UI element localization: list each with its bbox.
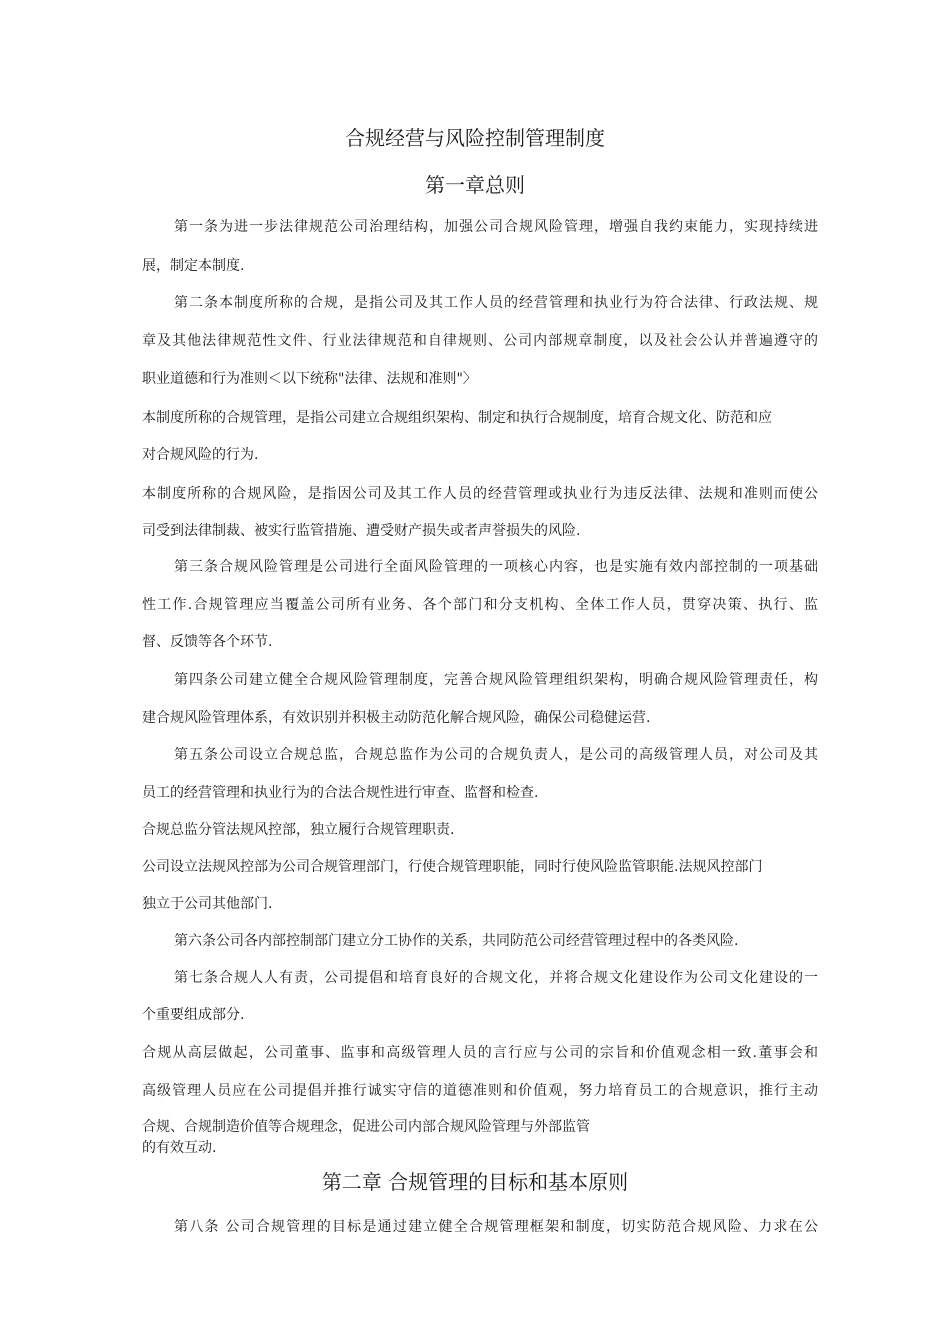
paragraph-line: 高级管理人员应在公司提倡并推行诚实守信的道德准则和价值观，努力培育员工的合规意识，推行主动 — [142, 1083, 818, 1099]
paragraph-line: 的有效互动. — [142, 1140, 217, 1156]
paragraph-line: 合规、合规制造价值等合规理念，促进公司内部合规风险管理与外部监管 — [142, 1119, 590, 1135]
paragraph-line: 章及其他法律规范性文件、行业法律规范和自律规则、公司内部规章制度，以及社会公认并普遍遵守的 — [142, 333, 818, 349]
paragraph-line: 第四条公司建立健全合规风险管理制度，完善合规风险管理组织架构，明确合规风险管理责任，构 — [174, 672, 818, 688]
chapter-2-heading: 第二章 合规管理的目标和基本原则 — [321, 1170, 629, 1194]
paragraph-line: 督、反馈等各个环节. — [142, 634, 273, 650]
paragraph-line: 合规总监分管法规风控部，独立履行合规管理职责. — [142, 822, 455, 838]
paragraph-line: 对合规风险的行为. — [142, 447, 259, 463]
chapter-1-heading: 第一章总则 — [425, 173, 525, 197]
paragraph-line: 合规从高层做起，公司董事、监事和高级管理人员的言行应与公司的宗旨和价值观念相一致.董事会和 — [142, 1045, 818, 1061]
paragraph-line: 独立于公司其他部门. — [142, 896, 273, 912]
paragraph-line: 司受到法律制裁、被实行监管措施、遭受财产损失或者声誉损失的风险. — [142, 523, 581, 539]
paragraph-line: 第七条合规人人有责，公司提倡和培育良好的合规文化，并将合规文化建设作为公司文化建设的一 — [174, 970, 818, 986]
paragraph-line: 第二条本制度所称的合规，是指公司及其工作人员的经营管理和执业行为符合法律、行政法规、规 — [174, 295, 818, 311]
paragraph-line: 性工作.合规管理应当覆盖公司所有业务、各个部门和分支机构、全体工作人员，贯穿决策、执行、监 — [142, 597, 818, 613]
paragraph-line: 第三条合规风险管理是公司进行全面风险管理的一项核心内容，也是实施有效内部控制的一项基础 — [174, 559, 818, 575]
paragraph-line: 个重要组成部分. — [142, 1007, 245, 1023]
paragraph-line: 展，制定本制度. — [142, 258, 245, 274]
paragraph-line: 第五条公司设立合规总监，合规总监作为公司的合规负责人，是公司的高级管理人员，对公司及其 — [174, 747, 818, 763]
paragraph-line: 员工的经营管理和执业行为的合法合规性进行审查、监督和检查. — [142, 785, 539, 801]
paragraph-line: 本制度所称的合规风险，是指因公司及其工作人员的经营管理或执业行为违反法律、法规和准则而使公 — [142, 486, 818, 502]
paragraph-line: 第一条为进一步法律规范公司治理结构，加强公司合规风险管理，增强自我约束能力，实现持续进 — [174, 219, 818, 235]
paragraph-line: 本制度所称的合规管理，是指公司建立合规组织架构、制定和执行合规制度，培育合规文化、防范和应 — [142, 410, 772, 426]
paragraph-line: 第六条公司各内部控制部门建立分工协作的关系，共同防范公司经营管理过程中的各类风险. — [174, 933, 739, 949]
document-title: 合规经营与风险控制管理制度 — [345, 126, 605, 150]
paragraph-line: 职业道德和行为准则＜以下统称"法律、法规和准则"〉 — [142, 371, 477, 387]
paragraph-line: 建合规风险管理体系，有效识别并积极主动防范化解合规风险，确保公司稳健运营. — [142, 710, 651, 726]
paragraph-line: 公司设立法规风控部为公司合规管理部门，行使合规管理职能，同时行使风险监管职能.法规风控部门 — [142, 859, 763, 875]
paragraph-line: 第八条 公司合规管理的目标是通过建立健全合规管理框架和制度，切实防范合规风险、力求在公 — [174, 1219, 818, 1235]
